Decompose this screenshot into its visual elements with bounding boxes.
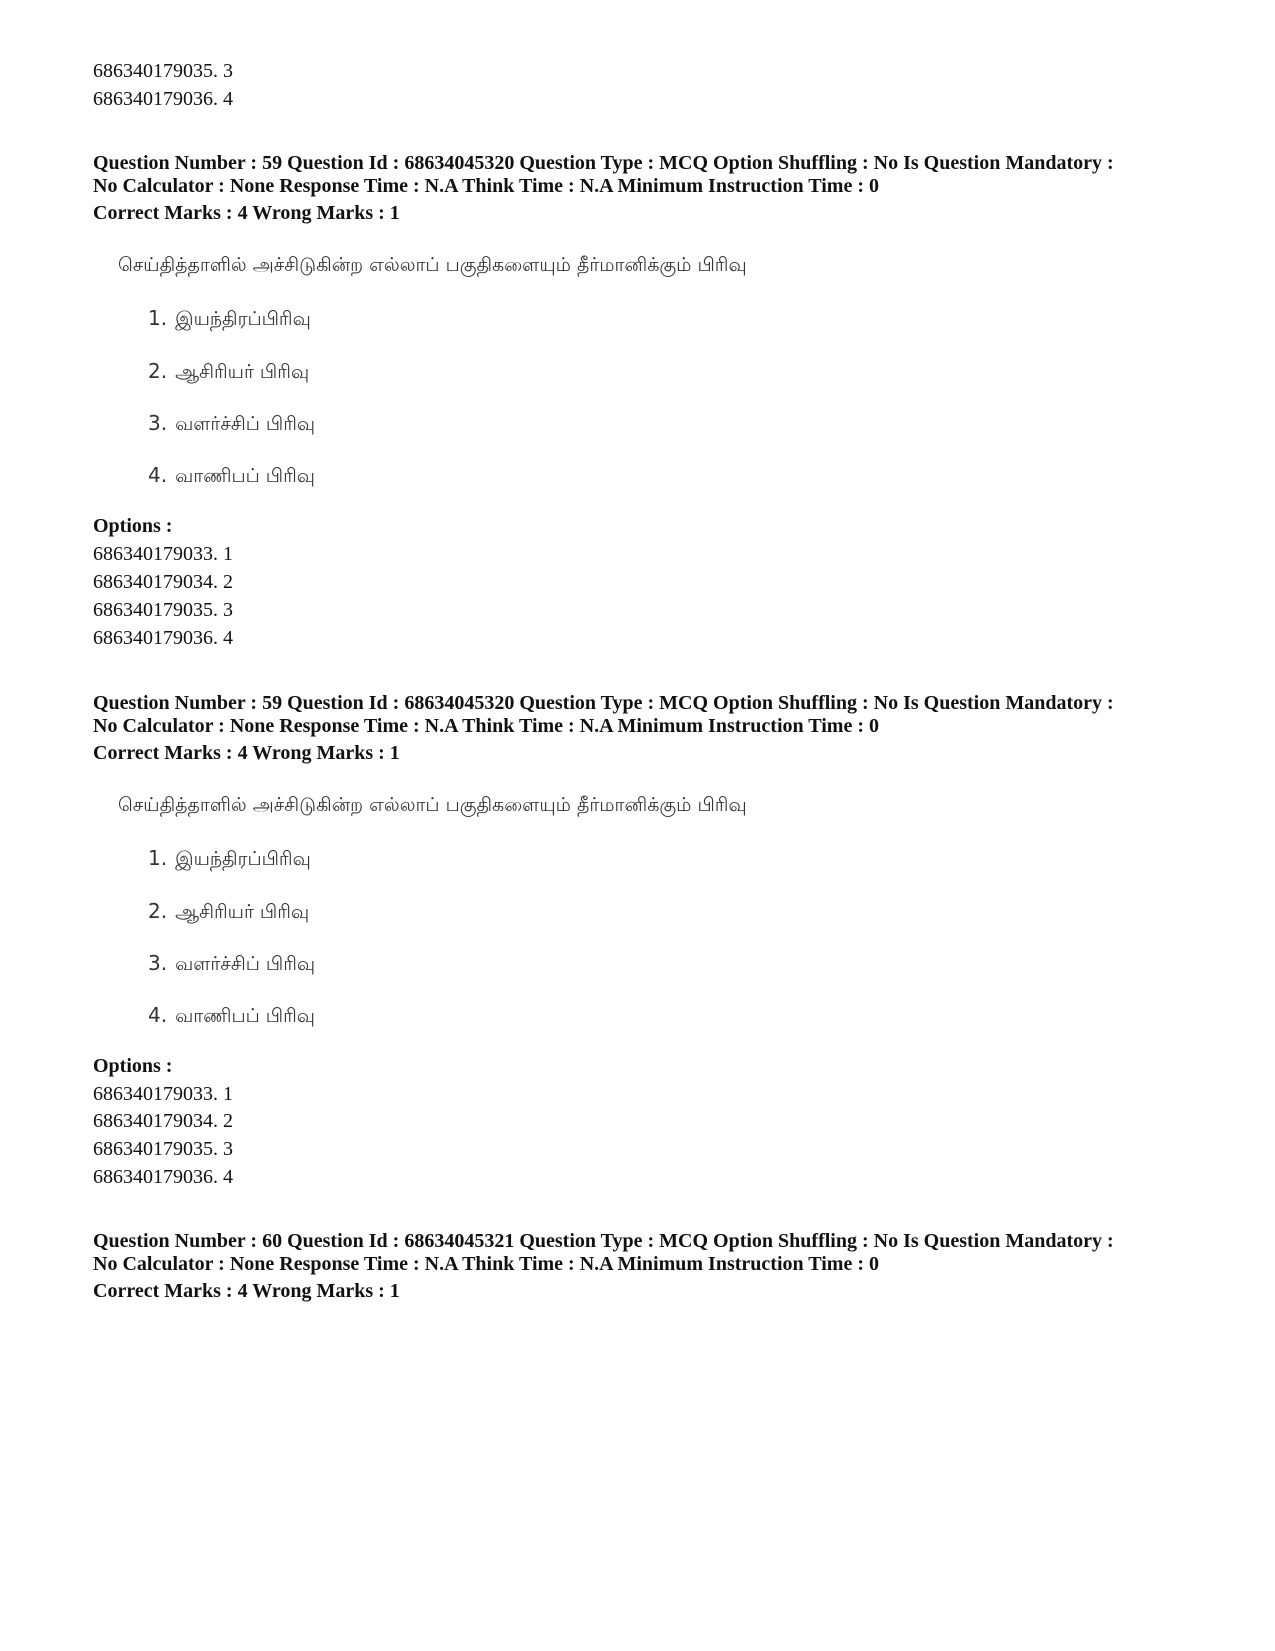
option-line: 686340179036. 4: [93, 627, 233, 649]
question-stem: செய்தித்தாளில் அச்சிடுகின்ற எல்லாப் பகுதிகளையும் தீர்மானிக்கும் பிரிவு: [118, 794, 747, 816]
choice-text: ஆசிரியர் பிரிவு: [175, 901, 310, 923]
question-choice: [148, 303, 311, 334]
options-label: Options :: [93, 515, 173, 537]
question-header-line2: No Calculator : None Response Time : N.A Think Time : N.A Minimum Instruction Time : 0: [93, 175, 879, 197]
choice-text: ஆசிரியர் பிரிவு: [175, 361, 310, 383]
choice-text: இயந்திரப்பிரிவு: [175, 308, 311, 330]
option-line: 686340179036. 4: [93, 88, 233, 110]
option-line: 686340179034. 2: [93, 571, 233, 593]
question-choice: [148, 1000, 315, 1031]
option-line: 686340179034. 2: [93, 1110, 233, 1132]
options-label: Options :: [93, 1055, 173, 1077]
question-marks: Correct Marks : 4 Wrong Marks : 1: [93, 742, 400, 764]
question-header-line2: No Calculator : None Response Time : N.A Think Time : N.A Minimum Instruction Time : 0: [93, 1253, 879, 1275]
choice-text: வளர்ச்சிப் பிரிவு: [175, 953, 316, 975]
question-choice: [148, 896, 309, 927]
choice-number: 4.: [148, 1003, 168, 1027]
question-choice: [148, 408, 315, 439]
choice-number: 2.: [148, 359, 168, 383]
option-line: 686340179033. 1: [93, 543, 233, 565]
question-header-line1: Question Number : 59 Question Id : 68634045320 Question Type : MCQ Option Shuffling : No Is Question Mandatory :: [93, 152, 1114, 174]
question-choice: [148, 356, 309, 387]
question-header-line1: Question Number : 60 Question Id : 68634045321 Question Type : MCQ Option Shuffling : No Is Question Mandatory :: [93, 1230, 1114, 1252]
choice-text: வளர்ச்சிப் பிரிவு: [175, 413, 316, 435]
question-marks: Correct Marks : 4 Wrong Marks : 1: [93, 202, 400, 224]
choice-number: 4.: [148, 463, 168, 487]
choice-number: 2.: [148, 899, 168, 923]
choice-text: வாணிபப் பிரிவு: [175, 1005, 315, 1027]
question-header-line1: Question Number : 59 Question Id : 68634045320 Question Type : MCQ Option Shuffling : No Is Question Mandatory :: [93, 692, 1114, 714]
choice-text: வாணிபப் பிரிவு: [175, 465, 315, 487]
option-line: 686340179035. 3: [93, 1138, 233, 1160]
option-line: 686340179035. 3: [93, 599, 233, 621]
choice-text: இயந்திரப்பிரிவு: [175, 848, 311, 870]
option-line: 686340179036. 4: [93, 1166, 233, 1188]
question-choice: [148, 460, 315, 491]
choice-number: 1.: [148, 306, 168, 330]
question-header-line2: No Calculator : None Response Time : N.A Think Time : N.A Minimum Instruction Time : 0: [93, 715, 879, 737]
choice-number: 3.: [148, 411, 168, 435]
choice-number: 1.: [148, 846, 168, 870]
choice-number: 3.: [148, 951, 168, 975]
question-marks: Correct Marks : 4 Wrong Marks : 1: [93, 1280, 400, 1302]
question-choice: [148, 843, 311, 874]
question-choice: [148, 948, 315, 979]
option-line: 686340179033. 1: [93, 1083, 233, 1105]
option-line: 686340179035. 3: [93, 60, 233, 82]
question-stem: செய்தித்தாளில் அச்சிடுகின்ற எல்லாப் பகுதிகளையும் தீர்மானிக்கும் பிரிவு: [118, 254, 747, 276]
